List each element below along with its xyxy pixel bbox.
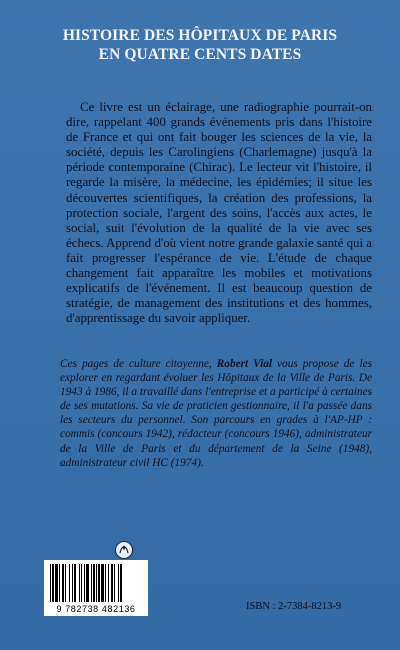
publisher-logo-icon (114, 540, 134, 560)
author-name: Robert Vial (216, 358, 273, 370)
summary-block (66, 100, 372, 326)
barcode-icon (48, 564, 144, 602)
book-title (0, 26, 400, 64)
isbn-label: ISBN : 2-7384-8213-9 (246, 601, 342, 612)
barcode-digits: 9 782738 482136 (56, 604, 136, 614)
author-bio-intro: Ces pages de culture citoyenne, (60, 358, 217, 370)
author-bio (60, 357, 372, 470)
barcode (44, 560, 148, 616)
summary-paragraph: Ce livre est un éclairage, une radiographie pourrait-on dire, rappelant 400 grands événements pris dans l'histoire de France et qui ont fait bouger les sciences de la vie, la société, depuis les Carolingiens (Charlemagne) jusqu'à la période contemporaine (Chirac). Le lecteur vit l'histoire, il regarde la misère, la médecine, les épidémies; il situe les découvertes scientifiques, la création des professions, la protection sociale, l'argent des soins, l'accès aux actes, le social, suit l'évolution de la qualité de la vie avec ses échecs. Apprend d'où vient notre grande galaxie santé qui a fait progresser l'espérance de vie. L'étude de chaque changement fait apparaître les mobiles et motivations explicatifs de l'événement. Il est beaucoup question de stratégie, de management des institutions et des hommes, d'apprentissage du savoir appliquer. (66, 100, 372, 326)
author-bio-text: vous propose de les explorer en regardant évoluer les Hôpitaux de la Ville de Paris. De 1943 à 1986, il a travaillé dans l'entreprise et a participé à certaines de ses mutations. Sa vie de praticien gestionnaire, il l'a passée dans les secteurs du personnel. Son parcours en grades à l'AP-HP : commis (concours 1942), rédacteur (concours 1946), administrateur de la Ville de Paris et du département de la Seine (1948), administrateur civil HC (1974). (60, 358, 372, 469)
title-line-2: EN QUATRE CENTS DATES (98, 46, 302, 63)
title-line-1: HISTOIRE DES HÔPITAUX DE PARIS (62, 27, 338, 44)
